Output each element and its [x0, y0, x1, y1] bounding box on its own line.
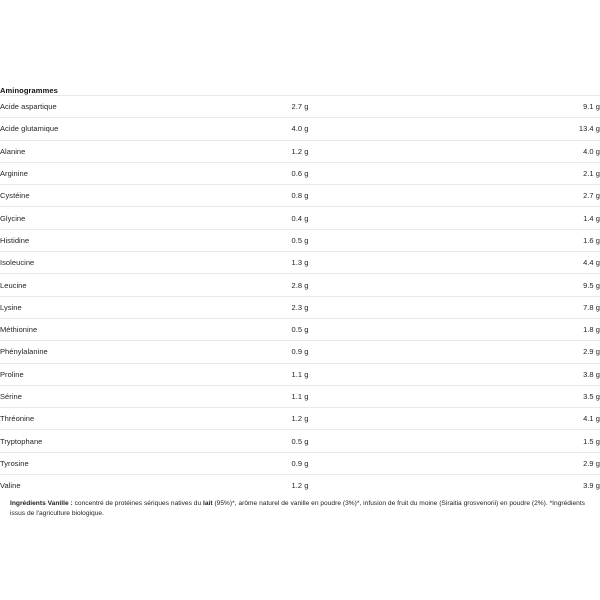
amino-acid-name: Histidine — [0, 229, 200, 251]
amino-acid-name: Acide aspartique — [0, 96, 200, 118]
amino-acid-value-2: 9.1 g — [400, 96, 600, 118]
amino-acid-value-2: 2.7 g — [400, 185, 600, 207]
table-row — [0, 162, 600, 184]
amino-acid-value-1: 0.5 g — [200, 430, 400, 452]
amino-acid-value-1: 4.0 g — [200, 118, 400, 140]
ingredients-paragraph — [10, 499, 588, 519]
amino-acid-value-1: 1.1 g — [200, 363, 400, 385]
amino-acid-value-2: 9.5 g — [400, 274, 600, 296]
table-row — [0, 229, 600, 251]
table-row — [0, 430, 600, 452]
amino-acid-value-1: 2.3 g — [200, 296, 400, 318]
amino-acid-value-2: 1.8 g — [400, 318, 600, 340]
amino-acid-value-1: 1.2 g — [200, 408, 400, 430]
amino-acid-value-2: 3.8 g — [400, 363, 600, 385]
amino-acid-value-1: 0.8 g — [200, 185, 400, 207]
amino-acid-value-1: 2.7 g — [200, 96, 400, 118]
amino-acid-name: Glycine — [0, 207, 200, 229]
amino-acid-value-1: 0.4 g — [200, 207, 400, 229]
ingredients-text-part-2: (95%)*, arôme naturel de vanille en poudre (3%)*, infusion de fruit du moine (Siraitia grosvenorii) en poudre (2%). *Ingrédients issus de l'agriculture biologique. — [10, 499, 585, 517]
amino-acid-value-1: 0.5 g — [200, 318, 400, 340]
table-row — [0, 96, 600, 118]
amino-acid-name: Acide glutamique — [0, 118, 200, 140]
amino-acid-value-2: 7.8 g — [400, 296, 600, 318]
table-row — [0, 385, 600, 407]
amino-acid-value-1: 0.9 g — [200, 341, 400, 363]
aminogram-table — [0, 86, 600, 496]
table-row — [0, 207, 600, 229]
amino-acid-value-1: 0.9 g — [200, 452, 400, 474]
amino-acid-value-2: 13.4 g — [400, 118, 600, 140]
amino-acid-value-1: 1.3 g — [200, 252, 400, 274]
amino-acid-value-2: 1.6 g — [400, 229, 600, 251]
amino-acid-name: Arginine — [0, 162, 200, 184]
table-row — [0, 363, 600, 385]
amino-acid-name: Valine — [0, 475, 200, 497]
amino-acid-name: Proline — [0, 363, 200, 385]
section-title: Aminogrammes — [0, 86, 58, 95]
table-row — [0, 318, 600, 340]
amino-acid-value-1: 1.2 g — [200, 475, 400, 497]
amino-acid-name: Cystéine — [0, 185, 200, 207]
table-row — [0, 274, 600, 296]
amino-acid-name: Lysine — [0, 296, 200, 318]
amino-acid-value-2: 2.1 g — [400, 162, 600, 184]
amino-acid-value-2: 1.5 g — [400, 430, 600, 452]
table-row — [0, 252, 600, 274]
table-row — [0, 452, 600, 474]
amino-acid-name: Tryptophane — [0, 430, 200, 452]
table-row — [0, 118, 600, 140]
amino-acid-name: Méthionine — [0, 318, 200, 340]
table-row — [0, 341, 600, 363]
aminogram-table-section — [0, 86, 600, 496]
table-row — [0, 296, 600, 318]
table-row — [0, 185, 600, 207]
table-header-row — [0, 86, 600, 96]
table-body — [0, 96, 600, 497]
table-header — [0, 86, 600, 96]
amino-acid-value-2: 2.9 g — [400, 452, 600, 474]
amino-acid-value-1: 0.5 g — [200, 229, 400, 251]
ingredients-allergen: lait — [203, 499, 213, 507]
ingredients-text-part-1: concentré de protéines sériques natives du — [72, 499, 203, 507]
amino-acid-name: Sérine — [0, 385, 200, 407]
amino-acid-value-1: 1.2 g — [200, 140, 400, 162]
amino-acid-value-2: 1.4 g — [400, 207, 600, 229]
amino-acid-name: Phénylalanine — [0, 341, 200, 363]
amino-acid-value-1: 2.8 g — [200, 274, 400, 296]
table-row — [0, 140, 600, 162]
amino-acid-value-1: 0.6 g — [200, 162, 400, 184]
amino-acid-value-2: 2.9 g — [400, 341, 600, 363]
table-row — [0, 408, 600, 430]
amino-acid-value-1: 1.1 g — [200, 385, 400, 407]
amino-acid-value-2: 3.9 g — [400, 475, 600, 497]
ingredients-label: Ingrédients Vanille : — [10, 499, 73, 507]
amino-acid-name: Leucine — [0, 274, 200, 296]
amino-acid-name: Alanine — [0, 140, 200, 162]
amino-acid-value-2: 4.4 g — [400, 252, 600, 274]
table-row — [0, 475, 600, 497]
amino-acid-value-2: 3.5 g — [400, 385, 600, 407]
amino-acid-value-2: 4.0 g — [400, 140, 600, 162]
amino-acid-name: Tyrosine — [0, 452, 200, 474]
amino-acid-value-2: 4.1 g — [400, 408, 600, 430]
amino-acid-name: Thréonine — [0, 408, 200, 430]
amino-acid-name: Isoleucine — [0, 252, 200, 274]
